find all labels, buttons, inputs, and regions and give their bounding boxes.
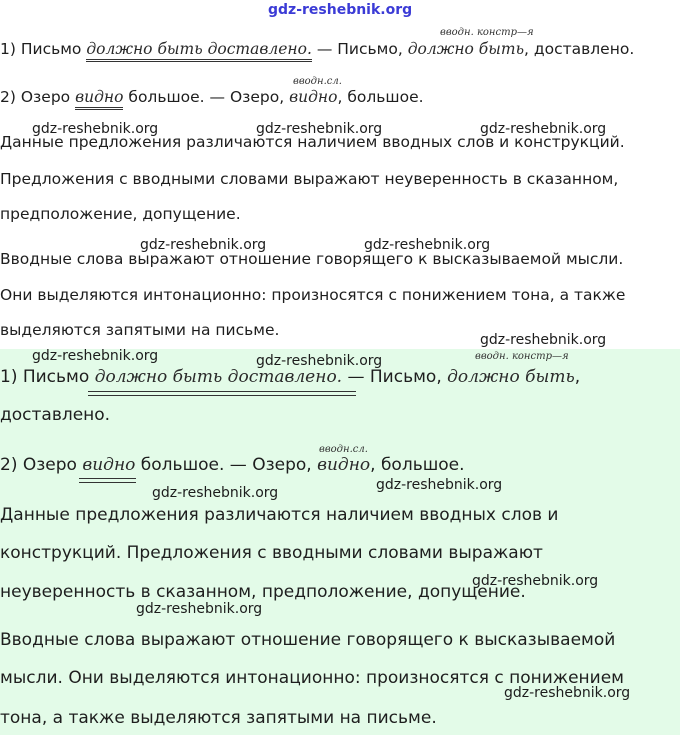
paragraph-line: Вводные слова выражают отношение говорящего к высказываемой (0, 630, 616, 650)
intro-construction: должно быть (447, 367, 575, 387)
watermark-text: gdz-reshebnik.org (32, 121, 159, 137)
paragraph-line: Они выделяются интонационно: произносятся с понижением тона, а также (0, 286, 626, 304)
predicate-phrase: должно быть доставлено. (94, 367, 343, 387)
predicate-underline-1 (79, 478, 136, 479)
example-line-1-continued: доставлено. (0, 405, 111, 425)
watermark-text: gdz-reshebnik.org (136, 601, 263, 617)
paragraph-line: Данные предложения различаются наличием вводных слов и конструкций. (0, 133, 625, 151)
paragraph-line: Вводные слова выражают отношение говорящего к высказываемой мысли. (0, 250, 624, 268)
paragraph-line: неуверенность в сказанном, предположение, допущение. (0, 582, 526, 602)
paragraph-line: тона, а также выделяются запятыми на письме. (0, 708, 437, 728)
predicate-word: видно (82, 455, 136, 475)
watermark-text: gdz-reshebnik.org (376, 477, 503, 493)
intro-word-note: вводн.сл. (319, 444, 368, 455)
predicate-underline-1 (88, 391, 356, 392)
watermark-text: gdz-reshebnik.org (364, 237, 491, 253)
intro-construction-note: вводн. констр—я (440, 27, 534, 38)
paragraph-line: Предложения с вводными словами выражают неуверенность в сказанном, (0, 170, 619, 188)
watermark-text: gdz-reshebnik.org (256, 353, 383, 369)
paragraph-line: предположение, допущение. (0, 205, 241, 223)
paragraph-line: мысли. Они выделяются интонационно: произносятся с понижением (0, 668, 624, 688)
intro-word: видно (317, 455, 371, 475)
paragraph-line: выделяются запятыми на письме. (0, 321, 280, 339)
watermark-text: gdz-reshebnik.org (32, 348, 159, 364)
watermark-text: gdz-reshebnik.org (140, 237, 267, 253)
intro-construction: должно быть (407, 40, 525, 58)
predicate-phrase: должно быть доставлено. (86, 40, 312, 62)
watermark-text: gdz-reshebnik.org (504, 685, 631, 701)
intro-construction-note: вводн. констр—я (475, 351, 569, 362)
paragraph-line: Данные предложения различаются наличием вводных слов и (0, 505, 559, 525)
example-line-1: 1) Письмо должно быть доставлено. — Письмо, должно быть, (0, 367, 581, 387)
example-line-2: 2) Озеро видно большое. — Озеро, видно, большое. (0, 455, 465, 475)
example-line-1: 1) Письмо должно быть доставлено. — Письмо, должно быть, доставлено. (0, 42, 634, 58)
header-watermark-link[interactable]: gdz-reshebnik.org (268, 2, 413, 18)
watermark-text: gdz-reshebnik.org (480, 121, 607, 137)
watermark-text: gdz-reshebnik.org (480, 332, 607, 348)
watermark-text: gdz-reshebnik.org (256, 121, 383, 137)
predicate-underline-2 (79, 482, 136, 483)
intro-word: видно (289, 88, 338, 106)
watermark-text: gdz-reshebnik.org (472, 573, 599, 589)
watermark-text: gdz-reshebnik.org (152, 485, 279, 501)
predicate-underline-2 (88, 395, 356, 396)
example-line-2: 2) Озеро видно большое. — Озеро, видно, большое. (0, 90, 424, 106)
paragraph-line: конструкций. Предложения с вводными словами выражают (0, 543, 543, 563)
predicate-word: видно (75, 88, 123, 110)
intro-word-note: вводн.сл. (293, 76, 342, 87)
